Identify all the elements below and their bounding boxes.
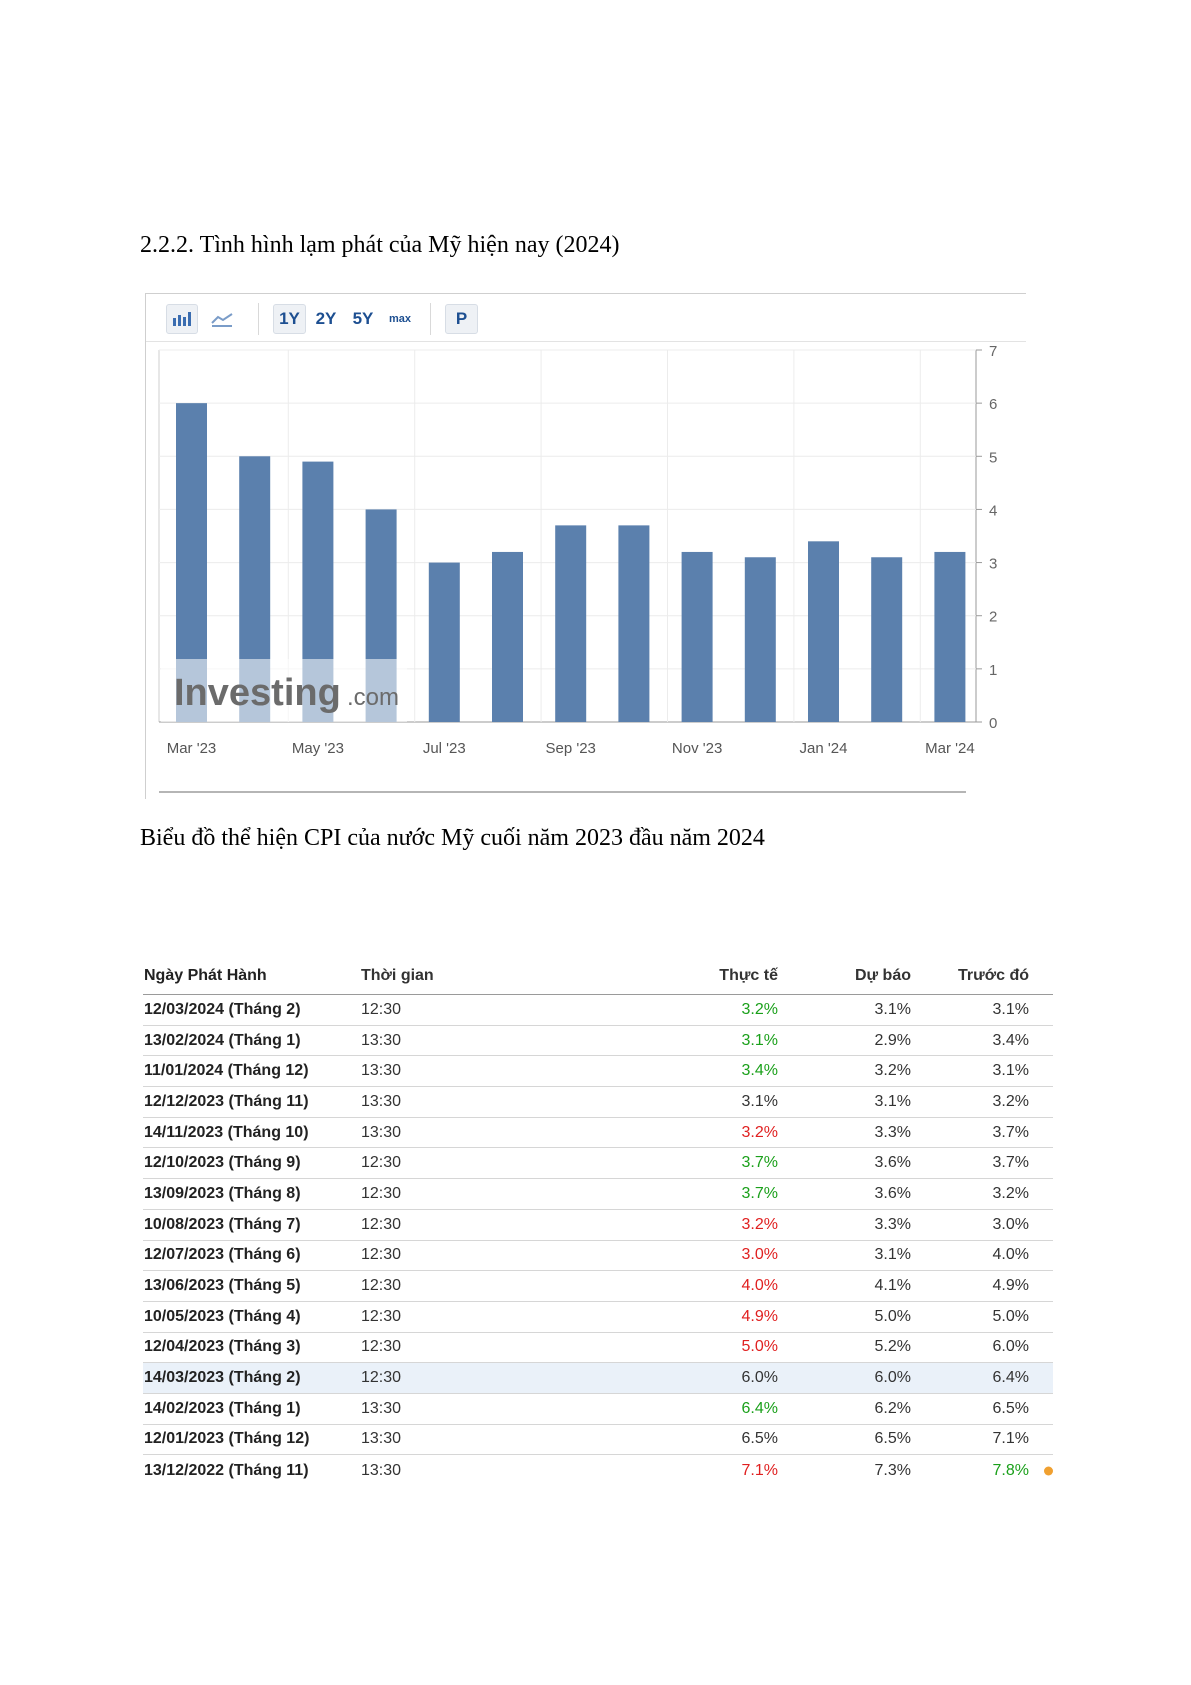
release-date: 10/08/2023 (Tháng 7): [144, 1215, 301, 1233]
release-time: 12:30: [361, 1277, 402, 1295]
release-date: 12/03/2024 (Tháng 2): [144, 1000, 301, 1018]
table-row[interactable]: [143, 1087, 1053, 1118]
x-tick-label: Jan '24: [799, 740, 848, 757]
table-row[interactable]: [143, 1179, 1053, 1210]
bar: [808, 541, 839, 722]
previous-value: 3.2%: [992, 1184, 1029, 1202]
table-row[interactable]: [143, 1363, 1053, 1394]
forecast-value: 3.6%: [874, 1184, 911, 1202]
release-date: 12/07/2023 (Tháng 6): [144, 1246, 301, 1264]
bar: [555, 525, 586, 722]
table-header-row: [143, 958, 1053, 995]
release-time: 12:30: [361, 1338, 402, 1356]
x-tick-label: Sep '23: [545, 740, 596, 757]
forecast-value: 3.6%: [874, 1154, 911, 1172]
table-row[interactable]: [143, 1302, 1053, 1333]
x-tick-label: Nov '23: [671, 740, 723, 757]
y-tick-label: 0: [989, 715, 998, 732]
release-date: 13/06/2023 (Tháng 5): [144, 1277, 301, 1295]
actual-value: 3.2%: [741, 1215, 778, 1233]
table-row[interactable]: [143, 1056, 1053, 1087]
y-tick-label: 4: [989, 502, 998, 520]
release-date: 12/01/2023 (Tháng 12): [144, 1430, 310, 1448]
table-row[interactable]: [143, 1118, 1053, 1149]
header-date[interactable]: Ngày Phát Hành: [144, 967, 267, 984]
bar: [492, 552, 523, 722]
section-heading: 2.2.2. Tình hình lạm phát của Mỹ hiện nay (2024): [140, 232, 620, 258]
previous-value: 4.0%: [992, 1246, 1029, 1264]
forecast-value: 3.1%: [874, 1246, 911, 1264]
x-tick-label: May '23: [291, 740, 344, 757]
release-time: 13:30: [361, 1123, 402, 1141]
actual-value: 3.7%: [741, 1184, 778, 1202]
bar: [871, 557, 902, 722]
release-date: 10/05/2023 (Tháng 4): [144, 1307, 301, 1325]
previous-value: 3.2%: [992, 1092, 1029, 1110]
range-5y-button[interactable]: 5Y: [352, 309, 374, 328]
release-time: 13:30: [361, 1461, 402, 1479]
actual-value: 3.7%: [741, 1154, 778, 1172]
release-time: 12:30: [361, 1307, 402, 1325]
y-tick-label: 3: [989, 555, 998, 573]
release-date: 13/12/2022 (Tháng 11): [144, 1461, 309, 1479]
previous-value: 6.0%: [992, 1338, 1029, 1356]
header-time[interactable]: Thời gian: [361, 967, 434, 984]
release-time: 12:30: [361, 1215, 402, 1233]
table-row[interactable]: [143, 1026, 1053, 1057]
release-time: 12:30: [361, 1000, 402, 1018]
actual-value: 3.0%: [741, 1246, 778, 1264]
line-chart-icon[interactable]: [206, 304, 238, 334]
cpi-bar-chart: [146, 342, 1026, 799]
table-row[interactable]: [143, 995, 1053, 1026]
header-actual[interactable]: Thực tế: [719, 967, 778, 984]
bar: [429, 563, 460, 722]
actual-value: 6.0%: [741, 1369, 778, 1387]
y-tick-label: 1: [989, 661, 998, 679]
x-tick-label: Mar '24: [925, 740, 975, 757]
table-row[interactable]: [143, 1210, 1053, 1241]
forecast-value: 3.1%: [874, 1092, 911, 1110]
forecast-value: 6.0%: [874, 1369, 911, 1387]
release-time: 12:30: [361, 1246, 402, 1264]
y-tick-label: 6: [989, 396, 998, 414]
bar: [934, 552, 965, 722]
chart-toolbar: [146, 294, 1026, 342]
previous-value: 3.4%: [992, 1031, 1029, 1049]
actual-value: 3.1%: [741, 1031, 778, 1049]
forecast-value: 5.0%: [874, 1307, 911, 1325]
header-previous[interactable]: Trước đó: [958, 967, 1029, 984]
actual-value: 5.0%: [741, 1338, 778, 1356]
release-date: 14/11/2023 (Tháng 10): [144, 1123, 309, 1141]
release-date: 12/04/2023 (Tháng 3): [144, 1338, 301, 1356]
forecast-value: 5.2%: [874, 1338, 911, 1356]
forecast-value: 3.3%: [874, 1215, 911, 1233]
forecast-value: 6.2%: [874, 1399, 911, 1417]
chart-caption: Biểu đồ thể hiện CPI của nước Mỹ cuối năm 2023 đầu năm 2024: [140, 825, 765, 851]
investing-logo: Investing: [174, 672, 341, 714]
release-time: 12:30: [361, 1154, 402, 1172]
bar-chart-icon[interactable]: [166, 304, 198, 334]
previous-value: 3.1%: [992, 1062, 1029, 1080]
release-date: 12/10/2023 (Tháng 9): [144, 1154, 301, 1172]
release-time: 12:30: [361, 1184, 402, 1202]
release-date: 14/03/2023 (Tháng 2): [144, 1369, 301, 1387]
previous-value: 7.8%: [992, 1461, 1029, 1479]
y-tick-label: 7: [989, 343, 998, 360]
release-date: 14/02/2023 (Tháng 1): [144, 1399, 301, 1417]
table-row[interactable]: [143, 1241, 1053, 1272]
bar: [682, 552, 713, 722]
y-tick-label: 2: [989, 608, 998, 626]
release-time: 13:30: [361, 1092, 402, 1110]
table-row[interactable]: [143, 1455, 1053, 1486]
chart-widget: [145, 293, 1026, 799]
forecast-value: 6.5%: [874, 1430, 911, 1448]
table-row[interactable]: [143, 1425, 1053, 1456]
table-row[interactable]: [143, 1271, 1053, 1302]
release-date: 11/01/2024 (Tháng 12): [144, 1062, 309, 1080]
previous-value: 3.0%: [992, 1215, 1029, 1233]
x-tick-label: Mar '23: [166, 740, 217, 757]
forecast-value: 3.1%: [874, 1000, 911, 1018]
previous-value: 5.0%: [992, 1307, 1029, 1325]
actual-value: 3.2%: [741, 1000, 778, 1018]
release-time: 13:30: [361, 1062, 402, 1080]
p-button[interactable]: P: [445, 304, 478, 334]
table-row[interactable]: [143, 1333, 1053, 1364]
toolbar-divider: [258, 303, 259, 335]
bar: [618, 525, 649, 722]
revised-dot-icon[interactable]: [1044, 1466, 1053, 1475]
actual-value: 3.4%: [741, 1062, 778, 1080]
toolbar-divider: [430, 303, 431, 335]
range-2y-button[interactable]: 2Y: [315, 309, 337, 328]
release-time: 12:30: [361, 1369, 402, 1387]
previous-value: 6.4%: [992, 1369, 1029, 1387]
forecast-value: 2.9%: [874, 1031, 911, 1049]
range-1y-button[interactable]: 1Y: [273, 304, 306, 334]
header-forecast[interactable]: Dự báo: [854, 967, 911, 984]
investing-logo-suffix: .com: [347, 684, 400, 711]
x-tick-label: Jul '23: [422, 740, 466, 757]
bar: [745, 557, 776, 722]
previous-value: 3.7%: [992, 1123, 1029, 1141]
release-time: 13:30: [361, 1399, 402, 1417]
forecast-value: 3.3%: [874, 1123, 911, 1141]
release-date: 13/09/2023 (Tháng 8): [144, 1184, 301, 1202]
forecast-value: 7.3%: [874, 1461, 911, 1479]
previous-value: 3.1%: [992, 1000, 1029, 1018]
actual-value: 6.4%: [741, 1399, 778, 1417]
table-row[interactable]: [143, 1394, 1053, 1425]
cpi-table: [143, 958, 1053, 1486]
previous-value: 6.5%: [992, 1399, 1029, 1417]
actual-value: 7.1%: [741, 1461, 778, 1479]
previous-value: 3.7%: [992, 1154, 1029, 1172]
previous-value: 4.9%: [992, 1277, 1029, 1295]
table-row[interactable]: [143, 1148, 1053, 1179]
forecast-value: 3.2%: [874, 1062, 911, 1080]
release-date: 13/02/2024 (Tháng 1): [144, 1031, 301, 1049]
actual-value: 4.9%: [741, 1307, 778, 1325]
release-time: 13:30: [361, 1430, 402, 1448]
forecast-value: 4.1%: [874, 1277, 911, 1295]
actual-value: 6.5%: [741, 1430, 778, 1448]
actual-value: 4.0%: [741, 1277, 778, 1295]
release-time: 13:30: [361, 1031, 402, 1049]
previous-value: 7.1%: [992, 1430, 1029, 1448]
y-tick-label: 5: [989, 449, 998, 467]
range-max-button[interactable]: max: [388, 313, 412, 325]
actual-value: 3.2%: [741, 1123, 778, 1141]
release-date: 12/12/2023 (Tháng 11): [144, 1092, 309, 1110]
actual-value: 3.1%: [741, 1092, 778, 1110]
